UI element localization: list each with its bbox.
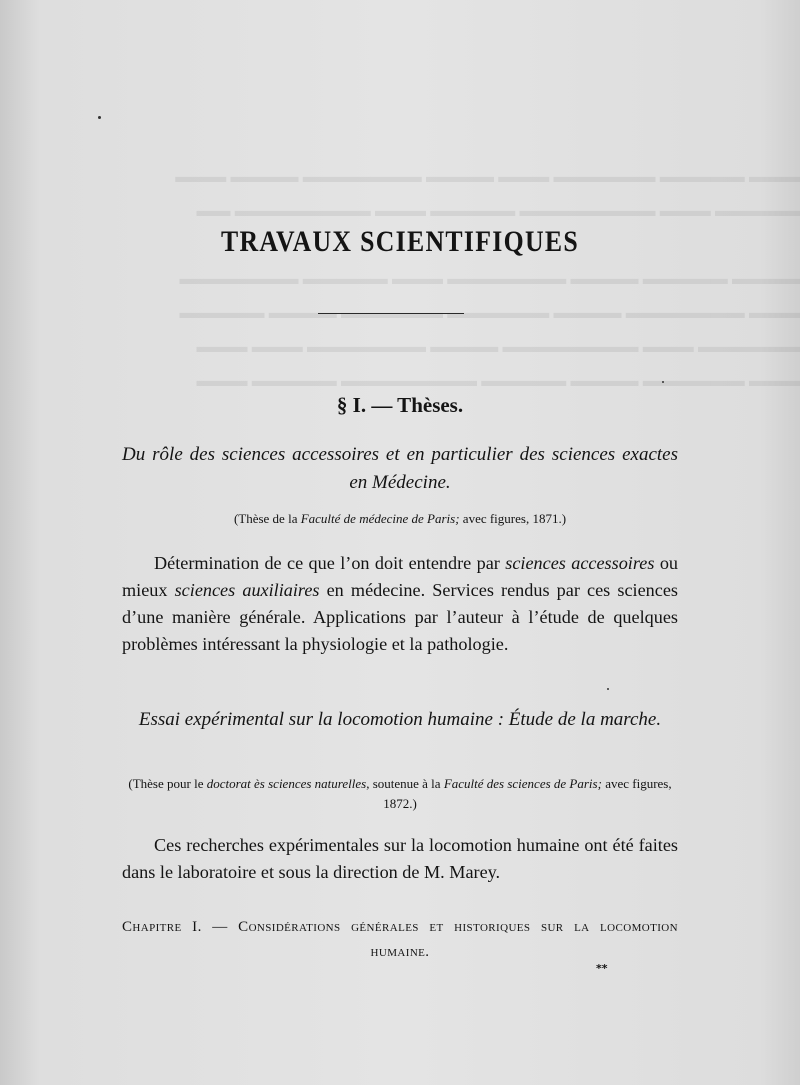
print-speck: [98, 116, 101, 119]
section-heading: § I. — Thèses.: [336, 393, 464, 417]
signature-marks: **: [596, 962, 608, 975]
thesis-2-note: [122, 774, 678, 814]
thesis-1-body: [122, 550, 678, 658]
print-speck: [662, 381, 664, 383]
chapter-heading: [122, 915, 678, 965]
note-faculty: Faculté de médecine de Paris;: [300, 511, 460, 526]
body-emphasis: sciences auxiliaires: [174, 580, 320, 600]
note-mid: , soutenue à la: [366, 776, 444, 791]
body-emphasis: sciences accessoires: [505, 553, 655, 573]
thesis-1-title-text: Du rôle des sciences accessoires et en particulier des sciences exactes en Médecine.: [122, 444, 678, 493]
note-doctorat: doctorat ès sciences naturelles: [206, 776, 367, 791]
note-open: (Thèse pour le: [128, 776, 207, 791]
thesis-2-title: [122, 706, 678, 734]
chapter-heading-text: Chapitre I. — Considérations générales et historiques sur la locomotion humaine.: [122, 919, 678, 960]
thesis-2-title-text: Essai expérimental sur la locomotion humaine : Étude de la marche.: [138, 709, 662, 730]
bleed-through-texture: ▬▬▬ ▬▬▬▬▬ ▬▬▬▬▬▬ ▬▬▬ ▬▬▬▬ ▬▬▬▬▬▬▬ ▬▬▬▬ ▬▬▬ ▬▬▬▬▬ ▬▬▬ ▬▬▬▬▬▬▬▬ ▬▬▬▬▬ ▬▬▬ ▬▬▬▬▬▬▬▬ ▬▬ ▬▬▬▬ ▬▬▬▬▬ ▬▬▬▬ ▬▬▬▬▬▬▬ ▬▬▬ ▬▬▬▬▬ ▬▬▬▬▬▬▬ ▬▬▬ ▬▬▬▬▬▬▬ ▬▬▬▬ ▬▬▬▬▬▬ ▬▬▬▬▬▬ ▬▬▬▬ ▬▬▬▬▬ ▬▬▬▬▬▬ ▬▬▬ ▬▬▬▬▬▬▬▬ ▬▬▬▬ ▬▬▬▬▬▬▬ ▬▬▬ ▬▬▬ ▬▬▬ ▬▬▬▬▬▬ ▬▬▬▬ ▬▬▬▬▬ ▬▬▬▬▬▬▬▬ ▬▬▬▬▬ ▬▬▬: [175, 167, 800, 390]
thesis-1-title: [122, 441, 678, 497]
thesis-2-body: [122, 832, 678, 886]
body-text: en médecine. Services rendus par ces sciences d’une manière générale. Applications par l’auteur à l’étude de quelques problèmes intéressant la physiologie et la pathologie.: [122, 580, 678, 654]
note-close: avec figures, 1871.): [459, 511, 567, 526]
page-title: TRAVAUX SCIENTIFIQUES: [220, 225, 580, 258]
title-divider: [318, 313, 464, 314]
body-text: Détermination de ce que l’on doit entendre par: [154, 553, 506, 573]
note-open: (Thèse de la: [233, 511, 301, 526]
note-close: avec figures, 1872.): [383, 776, 672, 811]
print-speck: [607, 688, 609, 690]
body-text: Ces recherches expérimentales sur la locomotion humaine ont été faites dans le laboratoire et sous la direction de M. Marey.: [122, 835, 678, 882]
thesis-1-note: [122, 509, 678, 529]
note-faculty: Faculté des sciences de Paris;: [443, 776, 602, 791]
body-text: ou mieux: [122, 553, 679, 600]
